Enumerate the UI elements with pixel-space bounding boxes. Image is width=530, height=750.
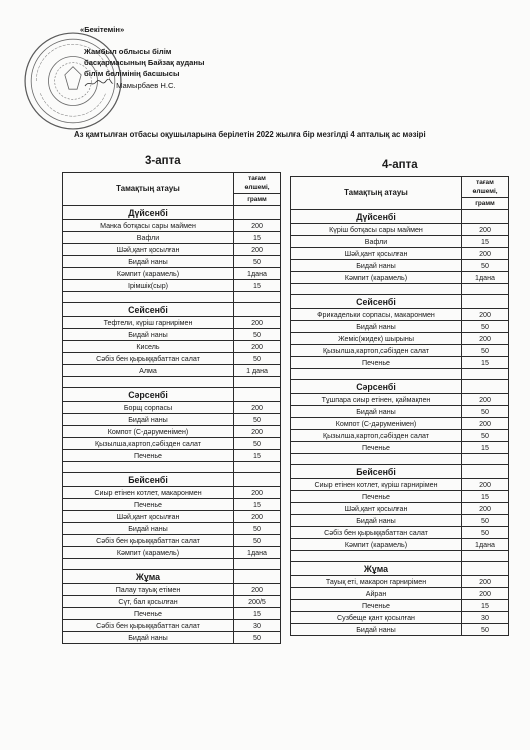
dish-portion: 200 [234, 220, 281, 232]
dish-portion: 200 [462, 479, 509, 491]
table-row [291, 321, 509, 333]
dish-portion: 1дана [462, 539, 509, 551]
table-row [291, 236, 509, 248]
approval-line: білім бөлімінің басшысы [84, 69, 180, 78]
dish-portion: 200 [234, 511, 281, 523]
spacer-cell [462, 454, 509, 465]
table-row [291, 357, 509, 369]
day-row [63, 570, 281, 584]
table-row [291, 479, 509, 491]
table-row [291, 260, 509, 272]
table-row [63, 414, 281, 426]
dish-name: Тұшпара сиыр етінен, қаймақпен [291, 394, 462, 406]
spacer-cell [63, 292, 234, 303]
table-row [291, 394, 509, 406]
table-row [291, 333, 509, 345]
table-row [291, 600, 509, 612]
table-row [63, 244, 281, 256]
dish-name: Бидай наны [63, 329, 234, 341]
column-header-unit: грамм [462, 198, 509, 210]
week-4-title: 4-апта [382, 159, 418, 171]
day-qty-blank [234, 570, 281, 584]
dish-name: Шәй,қант қосылған [291, 503, 462, 515]
day-name: Жұма [291, 562, 462, 576]
dish-name: Алма [63, 365, 234, 377]
table-row [63, 608, 281, 620]
dish-portion: 50 [234, 523, 281, 535]
dish-portion: 200 [234, 402, 281, 414]
day-spacer-row [291, 551, 509, 562]
day-name: Сейсенбі [291, 295, 462, 309]
spacer-cell [291, 284, 462, 295]
dish-portion: 15 [234, 499, 281, 511]
table-row [291, 612, 509, 624]
dish-name: Печенье [291, 357, 462, 369]
spacer-cell [291, 551, 462, 562]
day-spacer-row [291, 369, 509, 380]
dish-name: Сиыр етінен котлет, макаронмен [63, 487, 234, 499]
signature-icon [84, 79, 114, 88]
table-row [291, 588, 509, 600]
table-row [291, 576, 509, 588]
dish-portion: 200/5 [234, 596, 281, 608]
dish-name: Печенье [63, 499, 234, 511]
dish-name: Сүт, бал қосылған [63, 596, 234, 608]
day-row [63, 303, 281, 317]
day-spacer-row [63, 377, 281, 388]
dish-name: Бидай наны [63, 523, 234, 535]
dish-portion: 50 [234, 535, 281, 547]
dish-portion: 200 [462, 503, 509, 515]
dish-portion: 30 [462, 612, 509, 624]
dish-name: Манка ботқасы сары маймен [63, 220, 234, 232]
dish-name: Печенье [291, 491, 462, 503]
day-name: Жұма [63, 570, 234, 584]
day-spacer-row [63, 292, 281, 303]
day-qty-blank [234, 206, 281, 220]
column-header-portion: тағам өлшемі, [234, 173, 281, 194]
dish-portion: 50 [462, 515, 509, 527]
dish-portion: 50 [234, 414, 281, 426]
table-row [63, 487, 281, 499]
dish-name: Печенье [291, 600, 462, 612]
dish-name: Бидай наны [291, 321, 462, 333]
day-row [291, 380, 509, 394]
table-header-row [63, 173, 281, 194]
dish-name: Вафли [291, 236, 462, 248]
dish-portion: 50 [462, 406, 509, 418]
table-row [291, 272, 509, 284]
table-row [63, 584, 281, 596]
spacer-cell [291, 369, 462, 380]
table-row [291, 224, 509, 236]
day-row [291, 210, 509, 224]
dish-name: Бидай наны [291, 515, 462, 527]
dish-name: Шәй,қант қосылған [291, 248, 462, 260]
dish-name: Ірімшік(сыр) [63, 280, 234, 292]
table-row [63, 317, 281, 329]
spacer-cell [462, 369, 509, 380]
spacer-cell [234, 462, 281, 473]
approver-name: Мамырбаев Н.С. [116, 81, 176, 90]
approval-header: «Бекітемін» [80, 25, 125, 34]
dish-portion: 1дана [462, 272, 509, 284]
day-qty-blank [462, 295, 509, 309]
approval-line: басқармасының Байзақ ауданы [84, 58, 205, 67]
dish-portion: 15 [462, 491, 509, 503]
dish-name: Тауық еті, макарон гарнирімен [291, 576, 462, 588]
dish-portion: 50 [462, 345, 509, 357]
day-qty-blank [462, 380, 509, 394]
dish-name: Фрикадельки сорпасы, макаронмен [291, 309, 462, 321]
dish-portion: 15 [462, 236, 509, 248]
day-row [291, 295, 509, 309]
dish-portion: 200 [462, 224, 509, 236]
dish-portion: 50 [234, 438, 281, 450]
dish-portion: 50 [234, 353, 281, 365]
dish-portion: 200 [234, 487, 281, 499]
dish-portion: 50 [462, 527, 509, 539]
day-name: Бейсенбі [291, 465, 462, 479]
spacer-cell [291, 454, 462, 465]
table-row [63, 426, 281, 438]
day-row [291, 465, 509, 479]
dish-name: Тефтели, күріш гарнирімен [63, 317, 234, 329]
dish-portion: 200 [462, 309, 509, 321]
dish-name: Айран [291, 588, 462, 600]
dish-name: Бидай наны [291, 624, 462, 636]
dish-portion: 200 [234, 244, 281, 256]
table-row [63, 256, 281, 268]
dish-portion: 50 [462, 430, 509, 442]
table-row [63, 353, 281, 365]
table-row [291, 503, 509, 515]
dish-portion: 50 [462, 260, 509, 272]
dish-name: Печенье [63, 450, 234, 462]
day-row [63, 473, 281, 487]
column-header-name: Тамақтың атауы [63, 173, 234, 206]
table-row [63, 341, 281, 353]
day-name: Сәрсенбі [63, 388, 234, 402]
dish-name: Печенье [63, 608, 234, 620]
dish-portion: 30 [234, 620, 281, 632]
table-row [291, 418, 509, 430]
spacer-cell [63, 377, 234, 388]
dish-portion: 1 дана [234, 365, 281, 377]
dish-portion: 200 [234, 584, 281, 596]
dish-portion: 200 [234, 426, 281, 438]
week-4-menu-table [290, 176, 509, 636]
dish-portion: 15 [234, 280, 281, 292]
dish-portion: 50 [462, 321, 509, 333]
table-row [291, 491, 509, 503]
dish-portion: 1дана [234, 268, 281, 280]
menu-heading: Аз қамтылған отбасы оқушыларына берілетін 2022 жылға бір мезгілді 4 апталық ас мәзірі [74, 130, 426, 139]
column-header-unit: грамм [234, 194, 281, 206]
day-spacer-row [291, 284, 509, 295]
spacer-cell [462, 284, 509, 295]
day-name: Дүйсенбі [291, 210, 462, 224]
day-row [63, 206, 281, 220]
day-name: Сәрсенбі [291, 380, 462, 394]
dish-name: Кәмпит (карамель) [291, 539, 462, 551]
approval-line: Жамбыл облысы білім [84, 47, 172, 56]
week-3-title: 3-апта [145, 155, 181, 167]
dish-name: Сәбіз бен қырыққабаттан салат [63, 353, 234, 365]
table-row [63, 220, 281, 232]
dish-name: Шәй,қант қосылған [63, 244, 234, 256]
table-header-row [291, 177, 509, 198]
day-qty-blank [462, 210, 509, 224]
day-spacer-row [291, 454, 509, 465]
dish-portion: 200 [462, 418, 509, 430]
table-row [63, 365, 281, 377]
dish-name: Кәмпит (карамель) [63, 268, 234, 280]
table-row [291, 442, 509, 454]
table-row [63, 438, 281, 450]
dish-portion: 200 [462, 576, 509, 588]
dish-portion: 200 [234, 317, 281, 329]
dish-portion: 1дана [234, 547, 281, 559]
dish-name: Бидай наны [63, 632, 234, 644]
dish-name: Компот (С-дәруменімен) [63, 426, 234, 438]
spacer-cell [462, 551, 509, 562]
table-row [63, 402, 281, 414]
dish-portion: 50 [234, 329, 281, 341]
table-row [291, 527, 509, 539]
table-row [63, 523, 281, 535]
dish-name: Жеміс(жидек) шырыны [291, 333, 462, 345]
day-name: Бейсенбі [63, 473, 234, 487]
dish-portion: 200 [462, 333, 509, 345]
table-row [291, 345, 509, 357]
day-row [291, 562, 509, 576]
dish-portion: 15 [462, 357, 509, 369]
day-qty-blank [234, 388, 281, 402]
table-row [291, 430, 509, 442]
dish-name: Палау тауық етімен [63, 584, 234, 596]
dish-name: Қызылша,картоп,сәбізден салат [291, 345, 462, 357]
day-qty-blank [234, 303, 281, 317]
dish-name: Бидай наны [291, 406, 462, 418]
table-row [291, 624, 509, 636]
table-row [63, 280, 281, 292]
dish-name: Қызылша,картоп,сәбізден салат [63, 438, 234, 450]
dish-portion: 15 [234, 232, 281, 244]
dish-name: Сузбеще қант қосылған [291, 612, 462, 624]
table-row [63, 547, 281, 559]
dish-name: Борщ сорпасы [63, 402, 234, 414]
dish-portion: 200 [462, 248, 509, 260]
day-name: Сейсенбі [63, 303, 234, 317]
dish-name: Сәбіз бен қырыққабаттан салат [63, 535, 234, 547]
dish-name: Бидай наны [63, 414, 234, 426]
table-row [63, 232, 281, 244]
spacer-cell [63, 462, 234, 473]
table-row [63, 620, 281, 632]
table-row [63, 268, 281, 280]
table-row [291, 515, 509, 527]
day-qty-blank [462, 562, 509, 576]
table-row [63, 535, 281, 547]
dish-portion: 50 [462, 624, 509, 636]
dish-name: Қызылша,картоп,сәбізден салат [291, 430, 462, 442]
day-spacer-row [63, 462, 281, 473]
dish-portion: 200 [462, 588, 509, 600]
table-row [63, 450, 281, 462]
dish-name: Кәмпит (карамель) [291, 272, 462, 284]
table-row [63, 511, 281, 523]
spacer-cell [63, 559, 234, 570]
dish-name: Бидай наны [63, 256, 234, 268]
dish-portion: 200 [462, 394, 509, 406]
dish-name: Кисель [63, 341, 234, 353]
dish-name: Күріш ботқасы сары маймен [291, 224, 462, 236]
table-row [291, 539, 509, 551]
column-header-portion: тағам өлшемі, [462, 177, 509, 198]
column-header-name: Тамақтың атауы [291, 177, 462, 210]
day-row [63, 388, 281, 402]
table-row [63, 499, 281, 511]
approval-signature-line [70, 79, 330, 91]
approval-block [70, 24, 330, 91]
spacer-cell [234, 377, 281, 388]
dish-name: Печенье [291, 442, 462, 454]
dish-portion: 15 [234, 608, 281, 620]
dish-portion: 200 [234, 341, 281, 353]
day-qty-blank [462, 465, 509, 479]
dish-name: Кәмпит (карамель) [63, 547, 234, 559]
dish-portion: 15 [462, 600, 509, 612]
table-row [291, 248, 509, 260]
dish-name: Сиыр етінен котлет, күріш гарнирімен [291, 479, 462, 491]
dish-portion: 50 [234, 632, 281, 644]
table-row [63, 329, 281, 341]
dish-name: Сәбіз бен қырыққабаттан салат [63, 620, 234, 632]
spacer-cell [234, 292, 281, 303]
day-name: Дүйсенбі [63, 206, 234, 220]
dish-portion: 50 [234, 256, 281, 268]
spacer-cell [234, 559, 281, 570]
dish-portion: 15 [234, 450, 281, 462]
dish-name: Шәй,қант қосылған [63, 511, 234, 523]
table-row [63, 632, 281, 644]
dish-name: Бидай наны [291, 260, 462, 272]
table-row [291, 406, 509, 418]
table-row [63, 596, 281, 608]
dish-name: Сәбіз бен қырыққабаттан салат [291, 527, 462, 539]
dish-portion: 15 [462, 442, 509, 454]
dish-name: Вафли [63, 232, 234, 244]
day-spacer-row [63, 559, 281, 570]
week-3-menu-table [62, 172, 281, 644]
day-qty-blank [234, 473, 281, 487]
dish-name: Компот (С-дәруменімен) [291, 418, 462, 430]
table-row [291, 309, 509, 321]
